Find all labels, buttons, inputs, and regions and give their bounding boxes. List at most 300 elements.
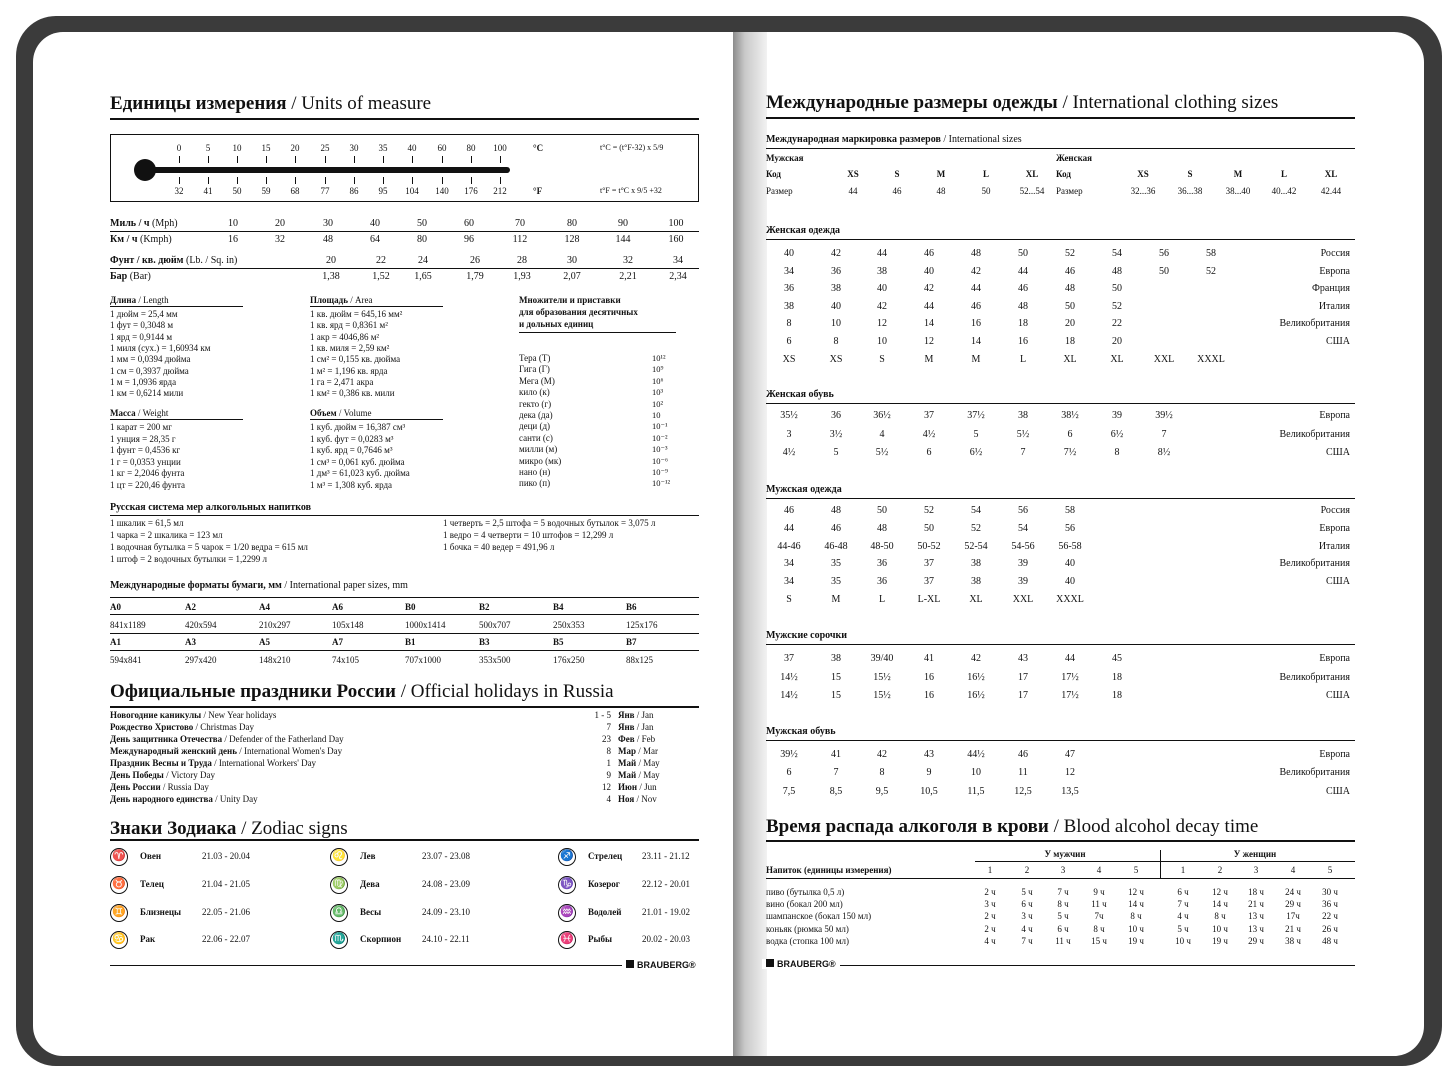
size-cell: 52 <box>1206 265 1216 277</box>
celsius-tick-label: 30 <box>349 143 359 153</box>
women-size-value: 32...36 <box>1130 186 1156 196</box>
zodiac-sign-dates: 21.04 - 21.05 <box>202 879 250 889</box>
decay-subrule <box>975 861 1355 862</box>
left-brand-logo: BRAUBERG® <box>622 960 700 970</box>
section-rule <box>766 239 1355 240</box>
prefix-name: санти (с) <box>519 432 553 443</box>
decay-col-header: 5 <box>1133 865 1139 875</box>
size-cell: 46 <box>971 300 981 312</box>
size-cell: 54-56 <box>1011 540 1035 552</box>
psi-value: 20 <box>326 255 336 266</box>
decay-men-value: 12 ч <box>1128 887 1144 897</box>
mass-item: 1 фунт = 0,4536 кг <box>110 445 181 455</box>
size-cell: XL <box>1063 353 1077 365</box>
size-cell: 6½ <box>969 447 983 458</box>
size-cell: 12 <box>1065 767 1075 779</box>
scale-tick <box>179 177 180 184</box>
right-brand-logo: BRAUBERG® <box>762 959 840 969</box>
prefix-title-1: Множители и приставки <box>519 295 621 305</box>
scale-tick <box>266 156 267 163</box>
mass-item: 1 унция = 28,35 г <box>110 433 176 444</box>
decay-men-value: 7ч <box>1094 911 1104 922</box>
section-rule <box>766 403 1355 404</box>
size-cell: 50 <box>1159 265 1169 277</box>
drink-name: водка (стопка 100 мл) <box>766 935 850 946</box>
prefix-factor: 10⁻² <box>652 432 668 443</box>
decay-women-value: 21 ч <box>1285 923 1301 934</box>
size-cell: L-XL <box>917 594 941 605</box>
kmph-value: 64 <box>370 234 380 245</box>
length-title: Длина / Length <box>110 295 169 305</box>
celsius-tick-label: 35 <box>378 143 388 153</box>
size-cell: 52 <box>1112 300 1122 312</box>
size-cell: 9,5 <box>875 785 889 797</box>
zodiac-sign-name: Козерог <box>588 879 620 889</box>
paper-format-size: 594x841 <box>110 655 142 665</box>
size-cell: 6 <box>1067 428 1073 440</box>
decay-women-value: 26 ч <box>1322 923 1338 934</box>
size-cell: XXXL <box>1197 353 1225 365</box>
size-cell: 16 <box>1018 336 1028 347</box>
pressure-rule <box>110 268 699 269</box>
decay-col-header: 1 <box>987 865 993 875</box>
size-cell: 42 <box>971 265 981 277</box>
size-cell: XL <box>1110 353 1124 365</box>
decay-women-value: 17ч <box>1286 911 1300 922</box>
size-cell: 22 <box>1112 318 1122 330</box>
code-label: Код <box>1056 169 1071 179</box>
size-cell: 38 <box>1018 410 1028 421</box>
kmph-value: 16 <box>228 234 238 245</box>
holiday-month: Фев / Feb <box>618 734 656 744</box>
decay-men-value: 6 ч <box>1057 923 1069 934</box>
country-label: Европа <box>1319 265 1350 277</box>
men-size-value: 48 <box>936 186 946 196</box>
men-size-code: M <box>936 169 946 179</box>
size-cell: 39½ <box>1155 410 1173 421</box>
size-cell: 8 <box>1114 447 1120 458</box>
size-cell: 44-46 <box>777 540 801 552</box>
paper-format-name: B6 <box>626 602 637 612</box>
clothing-section-title: Мужская обувь <box>766 726 836 737</box>
paper-format-name: A3 <box>185 637 196 647</box>
psi-value: 34 <box>673 255 683 266</box>
holiday-day: 1 <box>606 758 611 768</box>
zodiac-sign-name: Весы <box>360 907 382 917</box>
paper-format-name: B0 <box>405 602 416 612</box>
scale-tick <box>354 177 355 184</box>
zodiac-sign-icon: ♑ <box>558 876 576 894</box>
zodiac-sign-icon: ♊ <box>110 904 128 922</box>
holiday-day: 9 <box>606 770 611 780</box>
size-cell: 44 <box>971 283 981 295</box>
paper-format-size: 500x707 <box>479 620 511 630</box>
prefix-name: микро (мк) <box>519 455 562 466</box>
country-label: Великобритания <box>1279 558 1350 570</box>
size-cell: 37 <box>924 410 934 421</box>
size-cell: 34 <box>784 576 794 588</box>
size-cell: 7,5 <box>782 785 796 797</box>
country-label: США <box>1326 336 1350 347</box>
decay-men-value: 2 ч <box>984 923 996 934</box>
decay-women-value: 48 ч <box>1322 935 1338 946</box>
country-label: Франция <box>1312 283 1350 295</box>
size-cell: 52 <box>924 505 934 516</box>
size-cell: 39/40 <box>870 653 894 664</box>
size-cell: M <box>924 353 934 365</box>
scale-tick <box>208 177 209 184</box>
size-cell: 15½ <box>873 690 891 701</box>
bar-value: 1,38 <box>322 271 340 282</box>
intl-sizes-rule <box>766 148 1355 149</box>
speed-rule <box>110 231 699 232</box>
thermometer-tube <box>140 167 510 173</box>
zodiac-sign-icon: ♋ <box>110 931 128 949</box>
size-cell: 18 <box>1112 690 1122 701</box>
celsius-tick-label: 60 <box>437 143 447 153</box>
holiday-day: 8 <box>606 746 611 756</box>
alcohol-rule <box>110 515 699 516</box>
alcohol-measure: 1 бочка = 40 ведер = 491,96 л <box>443 542 555 552</box>
decay-women-value: 4 ч <box>1177 911 1189 922</box>
decay-col-header: 5 <box>1327 865 1333 875</box>
mph-value: 60 <box>464 218 474 229</box>
decay-men-value: 2 ч <box>984 887 996 897</box>
kmph-value: 32 <box>275 234 285 245</box>
size-cell: 48 <box>1018 300 1028 312</box>
size-cell: 50-52 <box>917 540 941 552</box>
women-size-code: S <box>1187 169 1193 179</box>
country-label: Великобритания <box>1279 767 1350 779</box>
holiday-name: День России / Russia Day <box>110 782 209 792</box>
decay-women-value: 19 ч <box>1212 935 1228 946</box>
decay-women-value: 22 ч <box>1322 911 1338 922</box>
decay-men-value: 8 ч <box>1093 923 1105 934</box>
size-cell: 56 <box>1065 522 1075 534</box>
prefix-factor: 10⁻⁹ <box>652 467 668 477</box>
size-cell: 5 <box>833 447 839 458</box>
prefix-name: дека (да) <box>519 410 553 420</box>
size-cell: 36 <box>784 283 794 295</box>
drink-name: коньяк (рюмка 50 мл) <box>766 923 849 934</box>
mph-value: 30 <box>323 218 333 229</box>
size-cell: 50 <box>1018 248 1028 259</box>
length-rule <box>110 306 243 307</box>
decay-title-rule <box>766 840 1355 842</box>
men-header: У мужчин <box>1044 849 1086 859</box>
paper-rule-1 <box>110 597 699 598</box>
paper-format-size: 105x148 <box>332 620 364 630</box>
size-cell: 46 <box>1018 283 1028 295</box>
mass-rule <box>110 419 243 420</box>
drink-name: пиво (бутылка 0,5 л) <box>766 887 845 897</box>
mass-item: 1 цт = 220,46 фунта <box>110 479 186 490</box>
section-rule <box>766 644 1355 645</box>
decay-col-header: 3 <box>1253 865 1259 875</box>
prefix-factor: 10⁶ <box>652 375 664 386</box>
scale-tick <box>354 156 355 163</box>
zodiac-sign-dates: 24.09 - 23.10 <box>422 907 470 917</box>
country-label: Европа <box>1319 410 1350 421</box>
men-size-value: 46 <box>892 186 902 196</box>
paper-format-size: 210x297 <box>259 620 291 630</box>
size-cell: 48 <box>1065 283 1075 295</box>
decay-men-value: 4 ч <box>984 935 996 946</box>
decay-men-value: 2 ч <box>984 911 996 922</box>
decay-women-value: 24 ч <box>1285 887 1301 897</box>
men-size-value: 50 <box>981 186 991 196</box>
women-size-value: 42.44 <box>1320 186 1342 196</box>
country-label: Европа <box>1319 749 1350 760</box>
area-item: 1 м² = 1,196 кв. ярда <box>310 365 388 376</box>
alcohol-measure: 1 водочная бутылка = 5 чарок = 1/20 ведра = 615 мл <box>110 542 308 552</box>
size-cell: 37 <box>784 653 794 664</box>
celsius-tick-label: 40 <box>407 143 417 153</box>
decay-col-header: 2 <box>1024 865 1030 875</box>
scale-tick <box>412 177 413 184</box>
size-cell: 37½ <box>967 410 985 421</box>
celsius-tick-label: 100 <box>493 143 507 153</box>
size-cell: 40 <box>877 283 887 295</box>
zodiac-sign-dates: 21.03 - 20.04 <box>202 851 250 861</box>
area-title: Площадь / Area <box>310 295 373 305</box>
clothing-title-rule <box>766 117 1355 119</box>
decay-women-value: 8 ч <box>1214 911 1226 922</box>
bar-value: 2,34 <box>669 271 687 282</box>
paper-format-name: A0 <box>110 602 121 612</box>
size-cell: XS <box>782 353 796 365</box>
formula-f: t°F = t°C x 9/5 +32 <box>600 186 662 195</box>
size-cell: 52-54 <box>964 540 988 552</box>
zodiac-sign-icon: ♈ <box>110 848 128 866</box>
celsius-tick-label: 80 <box>466 143 476 153</box>
scale-tick <box>471 177 472 184</box>
size-cell: 56-58 <box>1058 540 1082 552</box>
fahrenheit-tick-label: 41 <box>203 186 213 196</box>
formula-c: t°C = (t°F-32) x 5/9 <box>600 143 664 152</box>
scale-tick <box>471 156 472 163</box>
size-cell: 42 <box>971 653 981 664</box>
size-cell: 42 <box>877 300 887 312</box>
women-size-code: XS <box>1137 169 1149 179</box>
prefix-name: кило (к) <box>519 387 550 398</box>
women-size-code: M <box>1233 169 1243 179</box>
scale-tick <box>412 156 413 163</box>
country-label: США <box>1326 576 1350 588</box>
paper-rule-2 <box>110 614 699 615</box>
size-cell: 10 <box>877 336 887 347</box>
size-cell: 15 <box>831 671 841 683</box>
prefix-name: Мега (М) <box>519 375 555 386</box>
area-rule <box>310 306 443 307</box>
size-cell: 37 <box>924 558 934 570</box>
decay-men-value: 3 ч <box>1021 911 1033 922</box>
decay-women-value: 6 ч <box>1177 887 1189 897</box>
prefix-factor: 10¹² <box>652 353 666 363</box>
zodiac-sign-icon: ♉ <box>110 876 128 894</box>
size-cell: 48 <box>877 522 887 534</box>
size-cell: 58 <box>1065 505 1075 516</box>
zodiac-sign-name: Лев <box>360 851 376 861</box>
clothing-section-title: Женская обувь <box>766 389 834 400</box>
size-cell: 36 <box>877 558 887 570</box>
mph-value: 70 <box>515 218 525 229</box>
decay-men-value: 19 ч <box>1128 935 1144 946</box>
zodiac-sign-name: Дева <box>360 879 380 889</box>
holiday-day: 23 <box>602 734 611 744</box>
left-footer-rule <box>110 965 699 966</box>
zodiac-sign-name: Близнецы <box>140 907 182 917</box>
size-cell: 56 <box>1159 248 1169 259</box>
men-size-code: XS <box>847 169 859 179</box>
paper-format-name: B5 <box>553 637 564 647</box>
size-cell: 36 <box>877 576 887 588</box>
zodiac-sign-name: Овен <box>140 851 162 861</box>
size-cell: 48-50 <box>870 540 894 552</box>
brand-icon <box>766 959 774 967</box>
size-cell: 52 <box>971 522 981 534</box>
holiday-month: Мар / Mar <box>618 746 658 756</box>
decay-women-value: 21 ч <box>1248 899 1264 910</box>
size-cell: 11 <box>1018 767 1028 779</box>
size-cell: 44 <box>784 522 794 534</box>
size-cell: 7 <box>833 767 839 779</box>
scale-tick <box>442 156 443 163</box>
size-cell: 46 <box>784 505 794 516</box>
drink-name: шампанское (бокал 150 мл) <box>766 911 872 922</box>
size-cell: 3½ <box>829 428 843 440</box>
paper-format-name: B1 <box>405 637 416 647</box>
holiday-month: Янв / Jan <box>618 710 654 720</box>
prefix-name: Гига (Г) <box>519 364 550 375</box>
paper-format-size: 250x353 <box>553 620 585 630</box>
prefix-name: пико (п) <box>519 478 551 489</box>
size-cell: 36½ <box>873 410 891 421</box>
alcohol-measure: 1 чарка = 2 шкалика = 123 мл <box>110 530 223 540</box>
area-item: 1 кв. дюйм = 645,16 мм² <box>310 309 403 319</box>
prefix-rule <box>519 332 676 333</box>
psi-value: 26 <box>470 255 480 266</box>
fahrenheit-tick-label: 50 <box>232 186 242 196</box>
size-cell: S <box>879 353 885 365</box>
units-title-rule <box>110 118 699 120</box>
mph-value: 90 <box>618 218 628 229</box>
size-cell: 38 <box>784 300 794 312</box>
size-cell: 46 <box>831 522 841 534</box>
paper-format-size: 1000x1414 <box>405 620 446 630</box>
mph-value: 40 <box>370 218 380 229</box>
size-cell: 52 <box>1065 248 1075 259</box>
size-cell: 46 <box>1018 749 1028 760</box>
size-cell: 38 <box>971 576 981 588</box>
size-cell: 46-48 <box>824 540 848 552</box>
country-label: Италия <box>1318 540 1350 552</box>
size-cell: XXXL <box>1056 594 1084 605</box>
paper-format-size: 125x176 <box>626 620 658 630</box>
size-cell: 41 <box>924 653 934 664</box>
prefix-name: нано (н) <box>519 467 551 477</box>
page-gutter <box>733 32 767 1056</box>
size-cell: 17½ <box>1061 690 1079 701</box>
size-cell: 7 <box>1161 428 1167 440</box>
decay-col-header: 3 <box>1060 865 1066 875</box>
holiday-name: День защитника Отечества / Defender of the Fatherland Day <box>110 734 344 744</box>
mph-value: 20 <box>275 218 285 229</box>
size-cell: 4½ <box>782 447 796 458</box>
men-size-value: 44 <box>848 186 858 196</box>
fahrenheit-tick-label: 77 <box>320 186 330 196</box>
zodiac-sign-icon: ♎ <box>330 904 348 922</box>
prefix-name: милли (м) <box>519 444 558 455</box>
size-cell: 39 <box>1018 558 1028 570</box>
zodiac-sign-dates: 24.10 - 22.11 <box>422 934 470 944</box>
size-cell: 17 <box>1018 671 1028 683</box>
celsius-tick-label: 25 <box>320 143 330 153</box>
zodiac-title-rule <box>110 839 699 841</box>
code-label: Код <box>766 169 781 179</box>
zodiac-sign-dates: 22.12 - 20.01 <box>642 879 690 889</box>
paper-format-name: A4 <box>259 602 270 612</box>
prefix-factor: 10 <box>652 410 661 420</box>
country-label: Россия <box>1320 505 1350 516</box>
decay-women-value: 5 ч <box>1177 923 1189 934</box>
volume-item: 1 куб. ярд = 0,7646 м³ <box>310 445 393 455</box>
zodiac-sign-dates: 24.08 - 23.09 <box>422 879 470 889</box>
zodiac-sign-icon: ♏ <box>330 931 348 949</box>
size-cell: 14½ <box>780 671 798 683</box>
size-cell: 14 <box>971 336 981 347</box>
women-size-value: 40...42 <box>1271 186 1297 196</box>
kmph-value: 96 <box>464 234 474 245</box>
fahrenheit-tick-label: 59 <box>261 186 271 196</box>
size-cell: 38 <box>831 653 841 664</box>
paper-format-name: A2 <box>185 602 196 612</box>
right-footer-rule <box>766 965 1355 966</box>
size-cell: M <box>971 353 981 365</box>
decay-women-value: 13 ч <box>1248 911 1264 922</box>
size-cell: 9 <box>926 767 932 779</box>
celsius-tick-label: 10 <box>232 143 242 153</box>
holiday-name: Праздник Весны и Труда / International Workers' Day <box>110 758 317 768</box>
bar-value: 2,21 <box>619 271 637 282</box>
size-cell: 44 <box>924 300 934 312</box>
size-cell: 54 <box>1112 248 1122 259</box>
size-cell: 35½ <box>780 410 798 421</box>
scale-tick <box>295 156 296 163</box>
scale-tick <box>325 177 326 184</box>
decay-men-value: 11 ч <box>1055 935 1071 946</box>
size-cell: 18 <box>1065 336 1075 347</box>
size-cell: 38 <box>831 283 841 295</box>
paper-format-size: 148x210 <box>259 655 291 665</box>
decay-men-value: 11 ч <box>1091 899 1107 910</box>
decay-men-value: 6 ч <box>1021 899 1033 910</box>
zodiac-sign-icon: ♒ <box>558 904 576 922</box>
size-cell: 4½ <box>922 428 936 440</box>
size-cell: 5 <box>973 428 979 440</box>
prefix-name: Тера (Т) <box>519 353 551 363</box>
paper-format-size: 420x594 <box>185 620 217 630</box>
men-size-code: S <box>894 169 900 179</box>
length-item: 1 ярд = 0,9144 м <box>110 331 173 342</box>
zodiac-sign-icon: ♌ <box>330 848 348 866</box>
section-rule <box>766 498 1355 499</box>
holiday-month: Ноя / Nov <box>618 794 657 804</box>
size-cell: 36 <box>831 410 841 421</box>
size-cell: 56 <box>1018 505 1028 516</box>
country-label: США <box>1326 785 1350 797</box>
fahrenheit-tick-label: 212 <box>493 186 507 196</box>
